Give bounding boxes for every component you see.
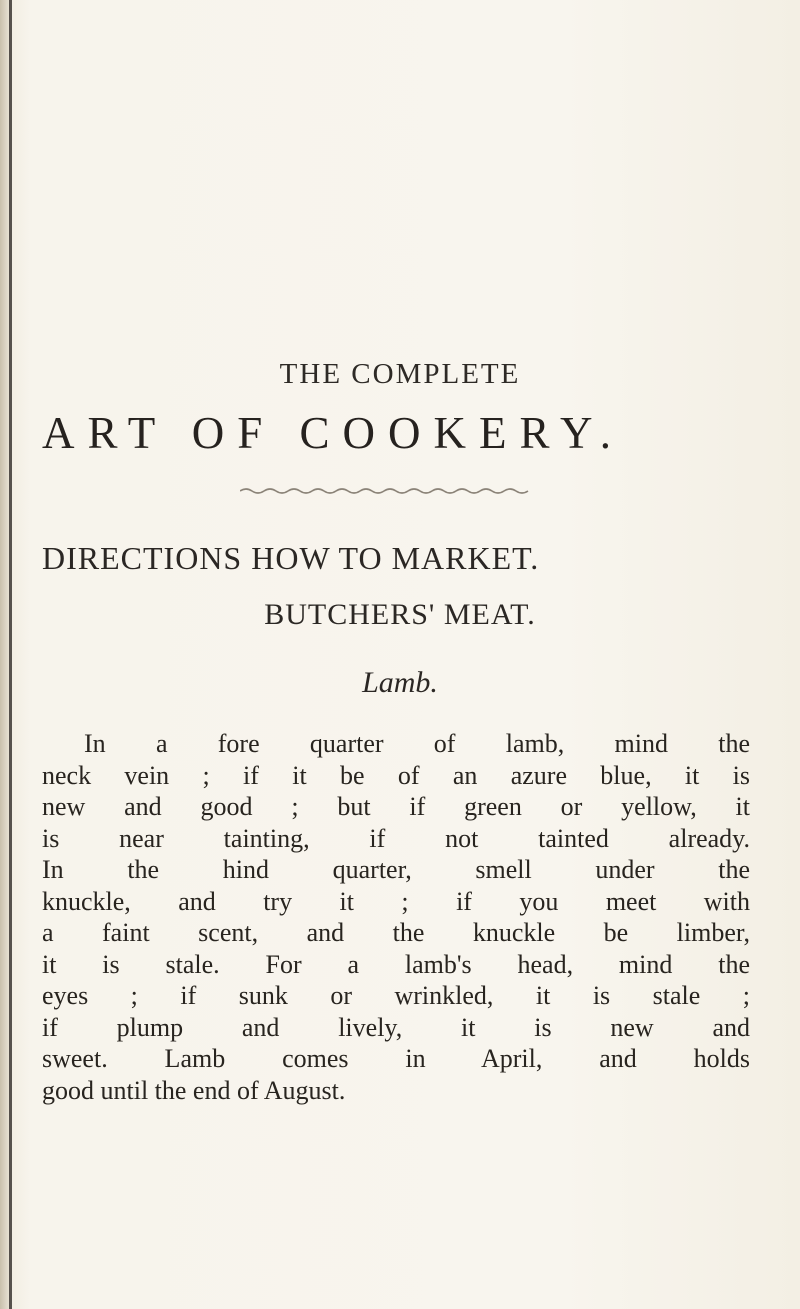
text-line: it is stale. For a lamb's head, mind the bbox=[42, 949, 750, 979]
text-line: knuckle, and try it ; if you meet with bbox=[42, 886, 750, 916]
book-title-line-2: ART OF COOKERY. bbox=[42, 408, 624, 458]
body-paragraph bbox=[42, 728, 750, 1106]
text-line: eyes ; if sunk or wrinkled, it is stale ; bbox=[42, 981, 750, 1010]
text-line: sweet. Lamb comes in April, and holds bbox=[42, 1044, 750, 1073]
book-title-line-1: THE COMPLETE bbox=[279, 358, 521, 390]
text-line: In the hind quarter, smell under the bbox=[42, 855, 750, 884]
section-heading: DIRECTIONS HOW TO MARKET. bbox=[42, 540, 540, 576]
text-line: new and good ; but if green or yellow, it bbox=[42, 792, 750, 821]
text-line: if plump and lively, it is new and bbox=[42, 1012, 750, 1042]
sub-heading: BUTCHERS' MEAT. bbox=[264, 598, 536, 631]
topic-heading: Lamb. bbox=[362, 666, 438, 699]
text-line: a faint scent, and the knuckle be limber, bbox=[42, 918, 750, 947]
decorative-rule-ornament bbox=[240, 483, 530, 497]
text-line: is near tainting, if not tainted already. bbox=[42, 823, 750, 853]
page-binding-edge bbox=[9, 0, 12, 1309]
text-line: good until the end of August. bbox=[42, 1075, 346, 1105]
text-line: neck vein ; if it be of an azure blue, it is bbox=[42, 760, 750, 790]
text-line: In a fore quarter of lamb, mind the bbox=[84, 729, 750, 758]
